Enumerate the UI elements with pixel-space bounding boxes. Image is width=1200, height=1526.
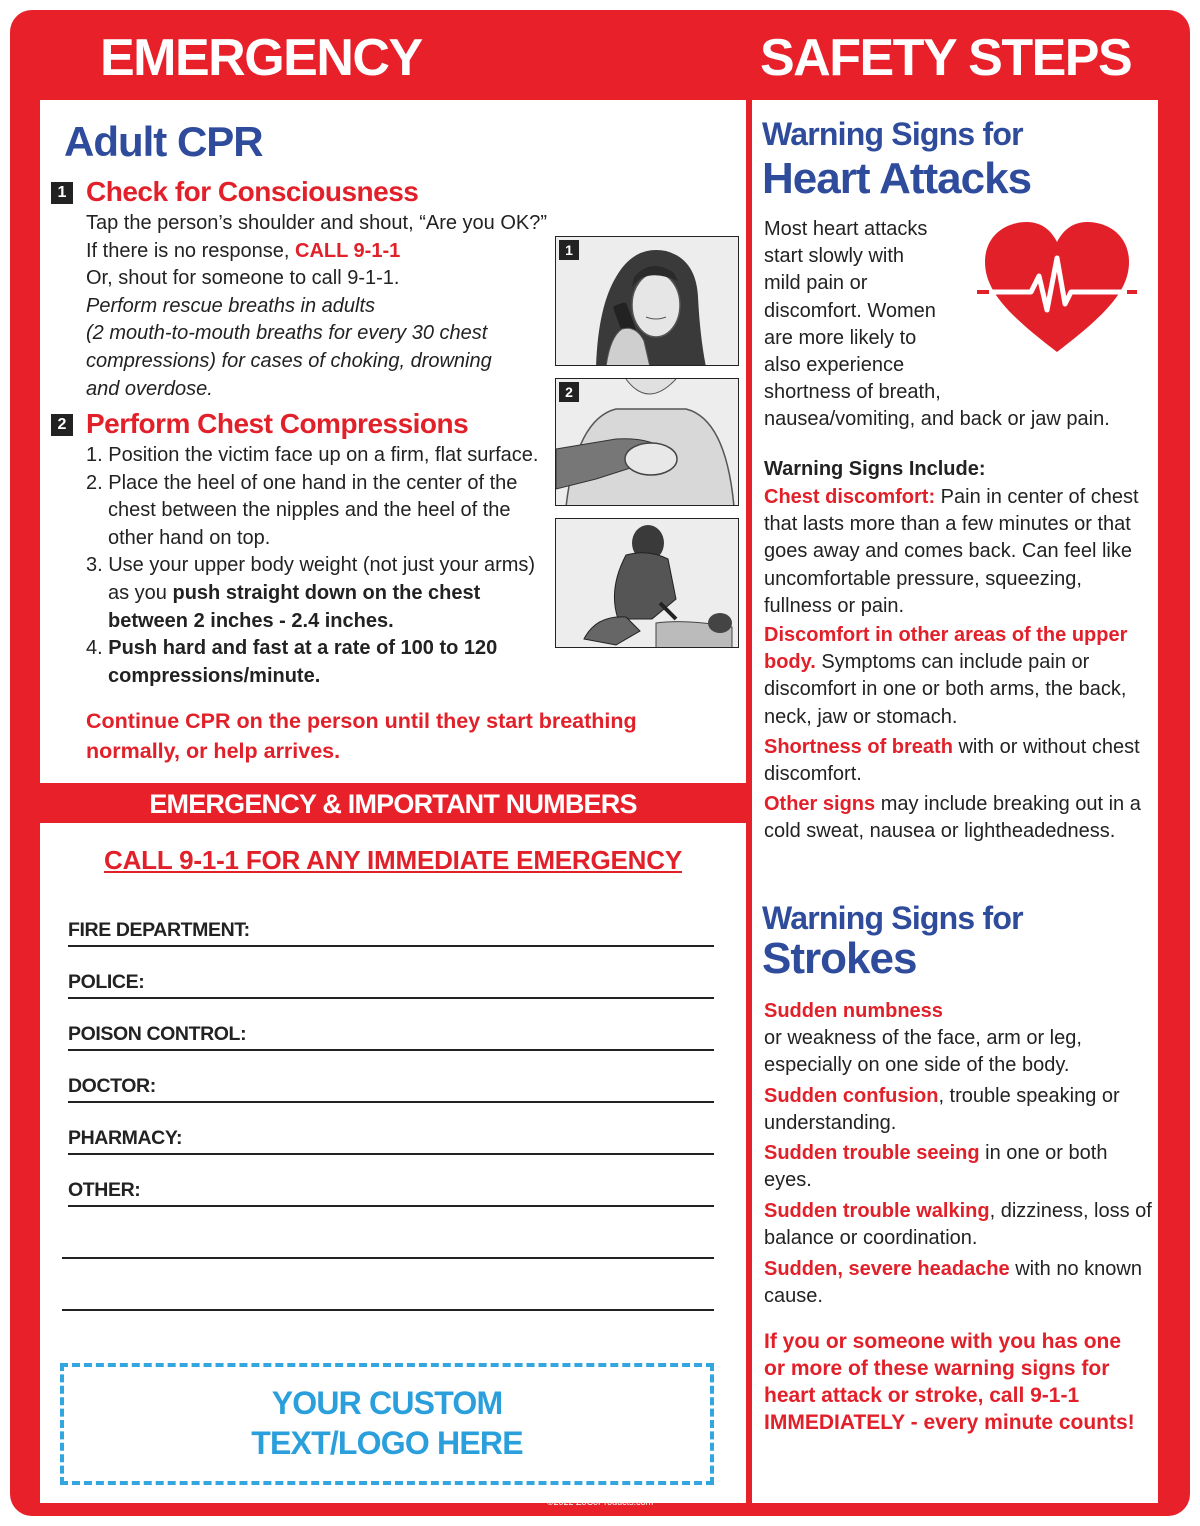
call-911-inline: CALL 9-1-1 <box>295 239 401 262</box>
heart-sign-other-text: may include breaking out in a cold sweat, nausea or lightheadedness. <box>764 793 1141 843</box>
other-field[interactable] <box>68 1179 714 1207</box>
step-1-title: Check for Consciousness <box>86 176 419 207</box>
copyright: ©2022 ZoCoProducts.com <box>546 1497 654 1507</box>
heart-intro-4: discomfort. Women <box>764 299 936 322</box>
step-2-badge: 2 <box>51 414 73 436</box>
custom-text-line2: TEXT/LOGO HERE <box>251 1425 523 1461</box>
heart-intro-1: Most heart attacks <box>764 218 928 240</box>
step-2-item3a: 3. Use your upper body weight (not just your arms) <box>86 554 536 577</box>
stroke-sign-confusion <box>764 1083 1154 1137</box>
performing-cpr-icon <box>556 519 739 648</box>
warning-signs-include: Warning Signs Include: <box>764 458 986 480</box>
continue-cpr-line2: normally, or help arrives. <box>86 739 341 763</box>
stroke-sign-confusion-label: Sudden confusion <box>764 1085 939 1107</box>
illustration-compressions <box>555 518 739 648</box>
stroke-sign-seeing <box>764 1140 1154 1194</box>
fire-department-field[interactable] <box>68 919 714 947</box>
rescue-breaths-line2: (2 mouth-to-mouth breaths for every 30 chest <box>86 322 488 345</box>
step-1-line1: Tap the person’s shoulder and shout, “Are you OK?” <box>86 212 548 234</box>
heart-sign-upper-body <box>764 622 1154 731</box>
stroke-sign-numbness-label: Sudden numbness <box>764 1000 943 1022</box>
step-1-text <box>86 210 547 403</box>
rescue-breaths-line4: and overdose. <box>86 377 213 400</box>
heartbeat-heart-icon <box>977 218 1137 358</box>
step-1-line3: Or, shout for someone to call 9-1-1. <box>86 267 400 290</box>
stroke-sign-numbness-text: or weakness of the face, arm or leg, especially on one side of the body. <box>764 1027 1082 1077</box>
illustration-2-tag: 2 <box>559 382 579 402</box>
blank-line-1[interactable] <box>62 1231 714 1259</box>
heart-sign-other-label: Other signs <box>764 793 876 815</box>
step-2-item3b-text: as you <box>108 581 173 604</box>
step-2-title: Perform Chest Compressions <box>86 408 469 439</box>
emergency-numbers-panel <box>40 823 746 1503</box>
call-911-banner: CALL 9-1-1 FOR ANY IMMEDIATE EMERGENCY <box>104 845 682 875</box>
call-911-immediately-note: If you or someone with you has one or more of these warning signs for heart attack or stroke, call 9-1-1 IMMEDIATELY - every minute counts! <box>764 1330 1135 1434</box>
step-1-line2-text: If there is no response, <box>86 239 296 262</box>
stroke-sign-headache <box>764 1256 1154 1310</box>
heart-intro-2: start slowly with <box>764 245 905 268</box>
cpr-title: Adult CPR <box>64 118 263 165</box>
police-label: POLICE: <box>68 971 145 993</box>
step-1-line2 <box>86 238 547 266</box>
heart-sign-chest-label: Chest discomfort: <box>764 486 936 508</box>
step-1-badge: 1 <box>51 182 73 204</box>
step-2-item3c: between 2 inches - 2.4 inches. <box>108 609 394 632</box>
header-emergency: EMERGENCY <box>100 29 422 87</box>
stroke-sign-walking-text: , dizziness, loss of balance or coordination. <box>764 1200 1152 1250</box>
pharmacy-label: PHARMACY: <box>68 1127 183 1149</box>
custom-logo-area <box>60 1363 714 1485</box>
stroke-sign-headache-text: with no known cause. <box>764 1258 1142 1308</box>
heart-heading-line1: Warning Signs for <box>762 116 1023 152</box>
hands-on-chest-icon <box>556 379 739 506</box>
push-hard-fast: Push hard and fast at a rate of 100 to 120 <box>108 637 498 660</box>
heart-sign-chest <box>764 484 1154 620</box>
stroke-sign-seeing-text: in one or both eyes. <box>764 1142 1108 1192</box>
stroke-heading-line1: Warning Signs for <box>762 900 1023 936</box>
heart-sign-breath-text: with or without chest discomfort. <box>764 736 1140 786</box>
step-2-item2a: 2. Place the heel of one hand in the center of the <box>86 471 518 494</box>
heart-intro-8: nausea/vomiting, and back or jaw pain. <box>764 408 1110 431</box>
heart-intro-6: also experience <box>764 354 905 377</box>
rescue-breaths-line1: Perform rescue breaths in adults <box>86 294 376 317</box>
stroke-sign-walking <box>764 1198 1154 1252</box>
stroke-sign-headache-label: Sudden, severe headache <box>764 1258 1010 1280</box>
woman-on-phone-icon <box>556 237 739 366</box>
illustration-phone-call <box>555 236 739 366</box>
doctor-label: DOCTOR: <box>68 1075 156 1097</box>
step-2-item4a <box>86 635 538 663</box>
police-field[interactable] <box>68 971 714 999</box>
rescue-breaths-line3: compressions) for cases of choking, drowning <box>86 349 492 372</box>
poison-control-field[interactable] <box>68 1023 714 1051</box>
heart-intro-3: mild pain or <box>764 272 868 295</box>
stroke-sign-numbness <box>764 998 1154 1080</box>
fire-department-label: FIRE DEPARTMENT: <box>68 919 250 941</box>
heart-sign-chest-text: Pain in center of chest that lasts more than a few minutes or that goes away and comes back. Can feel like uncomfortable pressure, squeezing, fullness or pain. <box>764 486 1139 617</box>
custom-text-line1: YOUR CUSTOM <box>271 1385 503 1421</box>
pharmacy-field[interactable] <box>68 1127 714 1155</box>
doctor-field[interactable] <box>68 1075 714 1103</box>
step-2-item2b: chest between the nipples and the heel of the <box>108 499 511 522</box>
heart-sign-breath-label: Shortness of breath <box>764 736 953 758</box>
heart-sign-breath <box>764 734 1154 788</box>
step-2-item4-number: 4. <box>86 637 109 660</box>
heart-sign-upper-body-text: Symptoms can include pain or discomfort in one or both arms, the back, neck, jaw or stomach. <box>764 651 1127 728</box>
illustration-hand-placement <box>555 378 739 506</box>
header-safety-steps: SAFETY STEPS <box>760 29 1132 87</box>
heart-intro-5: are more likely to <box>764 326 917 349</box>
blank-line-2[interactable] <box>62 1283 714 1311</box>
heart-intro-7: shortness of breath, <box>764 381 941 404</box>
adult-cpr-panel <box>40 100 746 783</box>
stroke-sign-seeing-label: Sudden trouble seeing <box>764 1142 980 1164</box>
step-2-item3b <box>86 580 538 608</box>
step-2-text <box>86 442 538 690</box>
other-label: OTHER: <box>68 1179 141 1201</box>
continue-cpr-line1: Continue CPR on the person until they start breathing <box>86 709 637 733</box>
illustration-1-tag: 1 <box>559 240 579 260</box>
heart-sign-other <box>764 791 1154 845</box>
push-straight-down: push straight down on the chest <box>172 581 481 604</box>
numbers-section-title: EMERGENCY & IMPORTANT NUMBERS <box>149 789 637 819</box>
poison-control-label: POISON CONTROL: <box>68 1023 247 1045</box>
stroke-sign-walking-label: Sudden trouble walking <box>764 1200 990 1222</box>
stroke-heading-line2: Strokes <box>762 934 917 983</box>
step-2-item2c: other hand on top. <box>108 526 271 549</box>
step-2-item1: 1. Position the victim face up on a firm, flat surface. <box>86 444 539 466</box>
continue-cpr-note <box>86 706 637 766</box>
heart-sign-upper-body-label: Discomfort in other areas of the upper body. <box>764 624 1128 674</box>
stroke-sign-confusion-text: , trouble speaking or understanding. <box>764 1085 1120 1135</box>
heart-heading-line2: Heart Attacks <box>762 154 1032 203</box>
warning-signs-panel <box>752 100 1158 1503</box>
step-2-item4b: compressions/minute. <box>108 664 321 687</box>
